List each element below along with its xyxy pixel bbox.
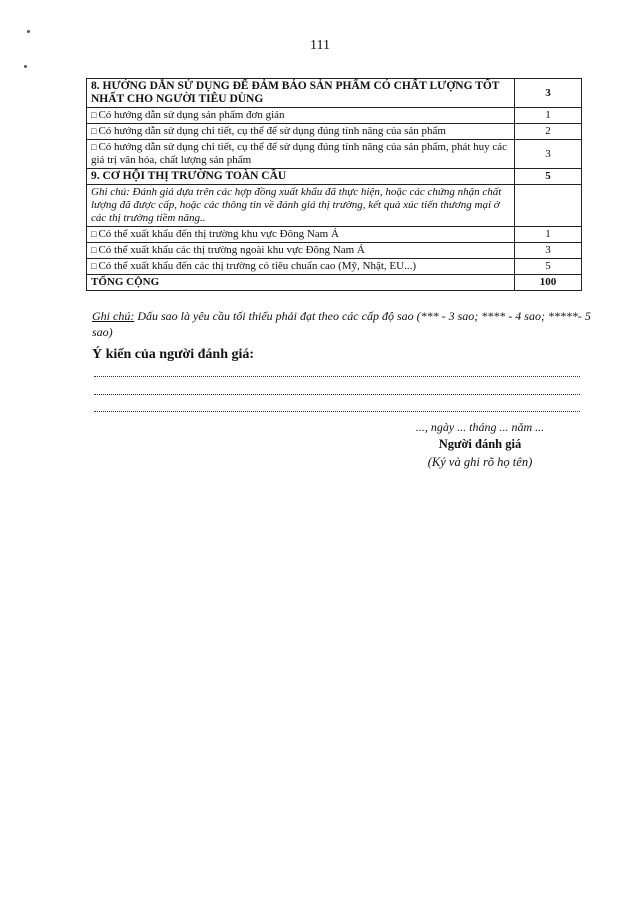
signer-title: Người đánh giá xyxy=(438,437,522,451)
table-row-option xyxy=(87,227,582,243)
checkbox-icon: □ xyxy=(91,229,97,239)
option-cell xyxy=(87,108,515,124)
score-cell: 5 xyxy=(515,259,582,275)
score-cell xyxy=(515,185,582,227)
note-cell xyxy=(87,185,515,227)
checkbox-icon: □ xyxy=(91,261,97,271)
reviewer-opinion-title: Ý kiến của người đánh giá: xyxy=(92,347,255,362)
scan-speck xyxy=(24,65,27,68)
score-cell: 2 xyxy=(515,124,582,140)
table-row-section xyxy=(87,79,582,108)
option-text: Có thể xuất khẩu đến thị trường khu vực Đông Nam Á xyxy=(98,228,339,240)
table-row-option xyxy=(87,140,582,169)
option-text: Có hướng dẫn sử dụng sản phẩm đơn giản xyxy=(98,109,285,121)
total-label: TỔNG CỘNG xyxy=(91,276,160,288)
option-cell xyxy=(87,243,515,259)
score-cell: 3 xyxy=(515,243,582,259)
footnote-text: Dấu sao là yêu cầu tối thiểu phải đạt theo các cấp độ sao (*** - 3 sao; **** - 4 sao; *****- 5 sao) xyxy=(92,309,591,339)
footnote-label: Ghi chú: xyxy=(92,309,135,323)
section-title-cell xyxy=(87,79,515,108)
opinion-line-1 xyxy=(94,376,580,377)
option-cell xyxy=(87,140,515,169)
signer-instruction: (Ký và ghi rõ họ tên) xyxy=(427,455,533,469)
option-text: Có hướng dẫn sử dụng chi tiết, cụ thể để sử dụng đúng tính năng của sản phẩm, phát huy các giá trị văn hóa, chất lượng sản phẩm xyxy=(91,141,508,166)
table-row-note xyxy=(87,185,582,227)
checkbox-icon: □ xyxy=(91,110,97,120)
table-row-option xyxy=(87,124,582,140)
evaluation-table xyxy=(86,78,582,291)
table-row-option xyxy=(87,108,582,124)
section-title-cell xyxy=(87,169,515,185)
date-line: ..., ngày ... tháng ... năm ... xyxy=(415,420,545,434)
checkbox-icon: □ xyxy=(91,245,97,255)
table-row-total xyxy=(87,275,582,291)
opinion-line-2 xyxy=(94,394,580,395)
table-row-option xyxy=(87,259,582,275)
score-cell: 5 xyxy=(515,169,582,185)
option-text: Có hướng dẫn sử dụng chi tiết, cụ thể để sử dụng đúng tính năng của sản phẩm xyxy=(98,125,446,137)
section-title: 9. CƠ HỘI THỊ TRƯỜNG TOÀN CẦU xyxy=(91,170,287,182)
total-label-cell xyxy=(87,275,515,291)
table-row-section xyxy=(87,169,582,185)
option-text: Có thể xuất khẩu đến các thị trường có tiêu chuẩn cao (Mỹ, Nhật, EU...) xyxy=(98,260,416,272)
checkbox-icon: □ xyxy=(91,142,97,152)
score-cell: 1 xyxy=(515,108,582,124)
scan-speck xyxy=(27,30,30,33)
option-text: Có thể xuất khẩu các thị trường ngoài khu vực Đông Nam Á xyxy=(98,244,365,256)
score-cell: 3 xyxy=(515,140,582,169)
score-cell: 100 xyxy=(515,275,582,291)
option-cell xyxy=(87,124,515,140)
option-cell xyxy=(87,259,515,275)
section-title: 8. HƯỚNG DẪN SỬ DỤNG ĐỂ ĐẢM BẢO SẢN PHẨM CÓ CHẤT LƯỢNG TỐT NHẤT CHO NGƯỜI TIÊU DÙNG xyxy=(91,80,500,105)
note-text: Ghi chú: Đánh giá dựa trên các hợp đồng xuất khẩu đã thực hiện, hoặc các chứng nhận chất lượng đã được cấp, hoặc các thông tin về đánh giá thị trường, kết quả xúc tiến thương mại ở các thị trường tiềm năng.. xyxy=(91,186,502,224)
footnote xyxy=(92,308,592,340)
score-cell: 1 xyxy=(515,227,582,243)
checkbox-icon: □ xyxy=(91,126,97,136)
page-number: 111 xyxy=(310,38,330,53)
opinion-line-3 xyxy=(94,411,580,412)
option-cell xyxy=(87,227,515,243)
table-row-option xyxy=(87,243,582,259)
score-cell: 3 xyxy=(515,79,582,108)
